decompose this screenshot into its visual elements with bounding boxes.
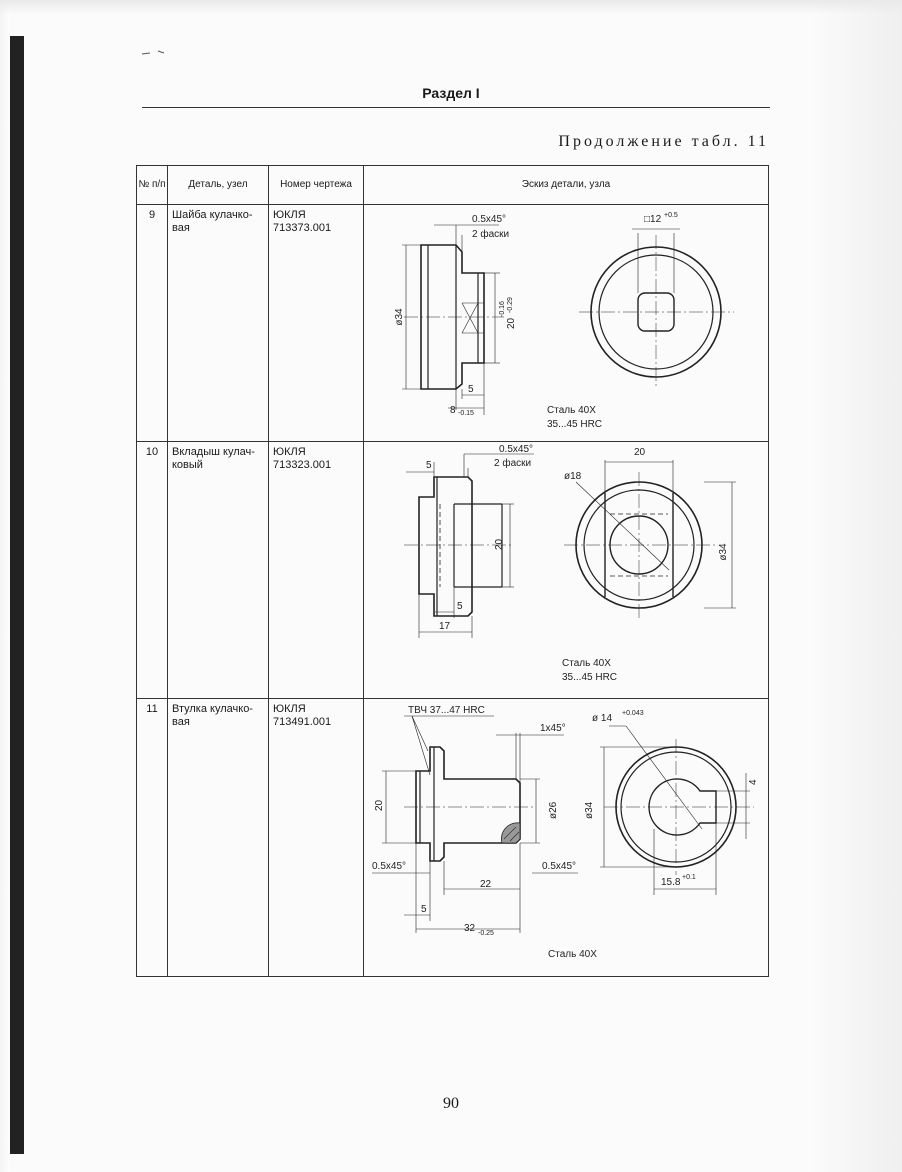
table-continuation: Продолжение табл. 11: [558, 133, 769, 150]
outer-dia-label: ø34: [584, 801, 595, 819]
length-label: 8: [450, 405, 456, 416]
total-tol: -0.25: [478, 930, 494, 937]
chamfer-note: 2 фаски: [494, 458, 532, 469]
header-rule: [142, 107, 770, 108]
material-label: Сталь 40Х: [562, 658, 611, 669]
sketch-cell: [364, 699, 769, 977]
table-row: [137, 442, 769, 699]
insert-sketch: [364, 442, 769, 699]
step-top-label: 5: [426, 460, 432, 471]
total-label: 32: [464, 923, 476, 934]
col-sketch: Эскиз детали, узла: [364, 166, 769, 205]
length-tol: -0.15: [458, 410, 474, 417]
step-label: 5: [468, 384, 474, 395]
chamfer-note: 2 фаски: [472, 229, 510, 240]
hardness-label: 35...45 HRC: [547, 419, 603, 430]
book-binding-shadow: [10, 36, 24, 1154]
material-label: Сталь 40Х: [547, 405, 596, 416]
table-row: [137, 205, 769, 442]
washer-sketch: [364, 205, 769, 442]
square-label: □12: [644, 214, 662, 225]
page-shade: [812, 0, 902, 1172]
shaft-dia-label: ø26: [548, 801, 559, 819]
hole-label: ø18: [564, 471, 582, 482]
width-tol-top: -0.16: [499, 301, 506, 317]
row-number: 9: [137, 205, 168, 442]
col-drawing: Номер чертежа: [269, 166, 364, 205]
table-header-row: [137, 166, 769, 205]
tvch-label: ТВЧ 37...47 HRC: [408, 705, 485, 716]
dia-label: ø34: [718, 543, 729, 561]
sketch-cell: [364, 205, 769, 442]
dia-label: ø34: [394, 308, 405, 326]
length-label: 17: [439, 621, 451, 632]
flange-label: 5: [421, 904, 427, 915]
col-part: Деталь, узел: [168, 166, 269, 205]
part-name: Вкладыш кулач-ковый: [168, 442, 269, 699]
parts-table: [136, 165, 769, 977]
left-dim-label: 20: [374, 799, 385, 811]
drawing-number: ЮКЛЯ 713491.001: [269, 699, 364, 977]
chamfer-left-label: 0.5x45°: [372, 861, 407, 872]
chamfer-label: 0.5x45°: [472, 214, 507, 225]
col-number: № п/п: [137, 166, 168, 205]
bushing-sketch: [364, 699, 769, 977]
square-tol: +0.5: [664, 212, 678, 219]
width-tol-bottom: -0.29: [507, 297, 514, 313]
material-label: Сталь 40Х: [548, 949, 597, 960]
section-title: Раздел I: [422, 85, 480, 101]
page-number: 90: [443, 1095, 459, 1112]
drawing-number: ЮКЛЯ 713323.001: [269, 442, 364, 699]
key-depth-label: 15.8: [661, 877, 681, 888]
width-label: 20: [506, 317, 517, 329]
key-tol: +0.1: [682, 874, 696, 881]
sketch-cell: [364, 442, 769, 699]
pencil-mark: [140, 48, 178, 58]
bore-label: 20: [494, 538, 505, 550]
hole-tol: +0.043: [622, 710, 644, 717]
step-bottom-label: 5: [457, 601, 463, 612]
scan-edge: [0, 0, 10, 1172]
shaft-len-label: 22: [480, 879, 492, 890]
table-row: [137, 699, 769, 977]
chamfer-right-label: 1x45°: [540, 723, 566, 734]
hardness-label: 35...45 HRC: [562, 672, 618, 683]
key-label: 4: [748, 779, 759, 785]
width-top-label: 20: [634, 447, 646, 458]
chamfer-mid-label: 0.5x45°: [542, 861, 577, 872]
row-number: 11: [137, 699, 168, 977]
page-shade-top: [0, 0, 902, 14]
hole-label: ø 14: [592, 713, 613, 724]
chamfer-label: 0.5x45°: [499, 444, 534, 455]
part-name: Шайба кулачко-вая: [168, 205, 269, 442]
row-number: 10: [137, 442, 168, 699]
part-name: Втулка кулачко-вая: [168, 699, 269, 977]
drawing-number: ЮКЛЯ 713373.001: [269, 205, 364, 442]
